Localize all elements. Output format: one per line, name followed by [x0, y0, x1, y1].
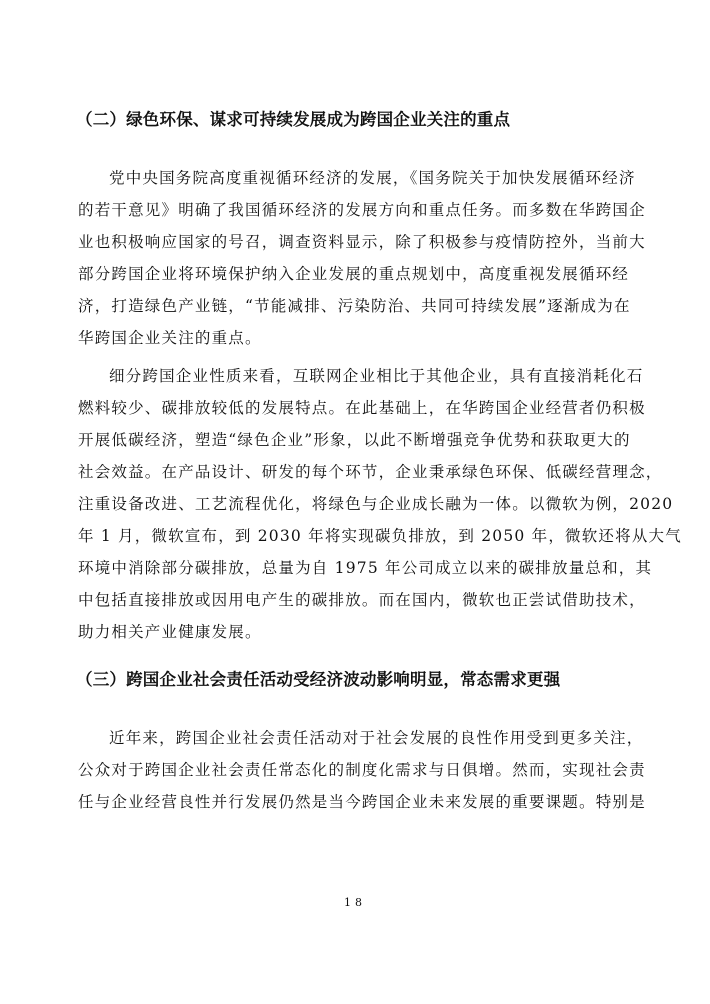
text-line: 党中央国务院高度重视循环经济的发展，《国务院关于加快发展循环经济 — [109, 169, 636, 187]
text-line: 业也积极响应国家的号召，调查资料显示，除了积极参与疫情防控外，当前大 — [78, 233, 646, 251]
text-line: 部分跨国企业将环境保护纳入企业发展的重点规划中，高度重视发展循环经 — [78, 265, 630, 283]
section-heading-2: （二）绿色环保、谋求可持续发展成为跨国企业关注的重点 — [76, 110, 511, 129]
text-line: 近年来，跨国企业社会责任活动对于社会发展的良性作用受到更多关注， — [109, 729, 644, 747]
text-line: 燃料较少、碳排放较低的发展特点。在此基础上，在华跨国企业经营者仍积极 — [78, 399, 646, 417]
page-number: 18 — [344, 896, 366, 909]
text-line: 华跨国企业关注的重点。 — [78, 329, 262, 347]
text-line: 济，打造绿色产业链，“节能减排、污染防治、共同可持续发展”逐渐成为在 — [78, 297, 631, 315]
text-line: 任与企业经营良性并行发展仍然是当今跨国企业未来发展的重要课题。特别是 — [78, 793, 646, 811]
text-line: 细分跨国企业性质来看，互联网企业相比于其他企业，具有直接消耗化石 — [109, 367, 644, 385]
text-line: 年 1 月，微软宣布，到 2030 年将实现碳负排放，到 2050 年，微软还将从大气 — [78, 527, 682, 545]
page-content — [76, 108, 682, 818]
text-line: 的若干意见》明确了我国循环经济的发展方向和重点任务。而多数在华跨国企 — [78, 201, 646, 219]
text-line: 公众对于跨国企业社会责任常态化的制度化需求与日俱增。然而，实现社会责 — [78, 761, 646, 779]
text-line: 助力相关产业健康发展。 — [78, 623, 262, 641]
paragraph-circular-economy — [78, 162, 646, 354]
paragraph-low-carbon — [78, 360, 682, 648]
text-line: 社会效益。在产品设计、研发的每个环节，企业秉承绿色环保、低碳经营理念， — [78, 463, 663, 481]
text-line: 开展低碳经济，塑造“绿色企业”形象，以此不断增强竞争优势和获取更大的 — [78, 431, 631, 449]
paragraph-csr — [78, 722, 646, 818]
text-line: 注重设备改进、工艺流程优化，将绿色与企业成长融为一体。以微软为例，2020 — [78, 495, 674, 513]
text-line: 中包括直接排放或因用电产生的碳排放。而在国内，微软也正尝试借助技术， — [78, 591, 646, 609]
section-heading-3: （三）跨国企业社会责任活动受经济波动影响明显，常态需求更强 — [76, 670, 561, 689]
text-line: 环境中消除部分碳排放，总量为自 1975 年公司成立以来的碳排放量总和，其 — [78, 559, 653, 577]
